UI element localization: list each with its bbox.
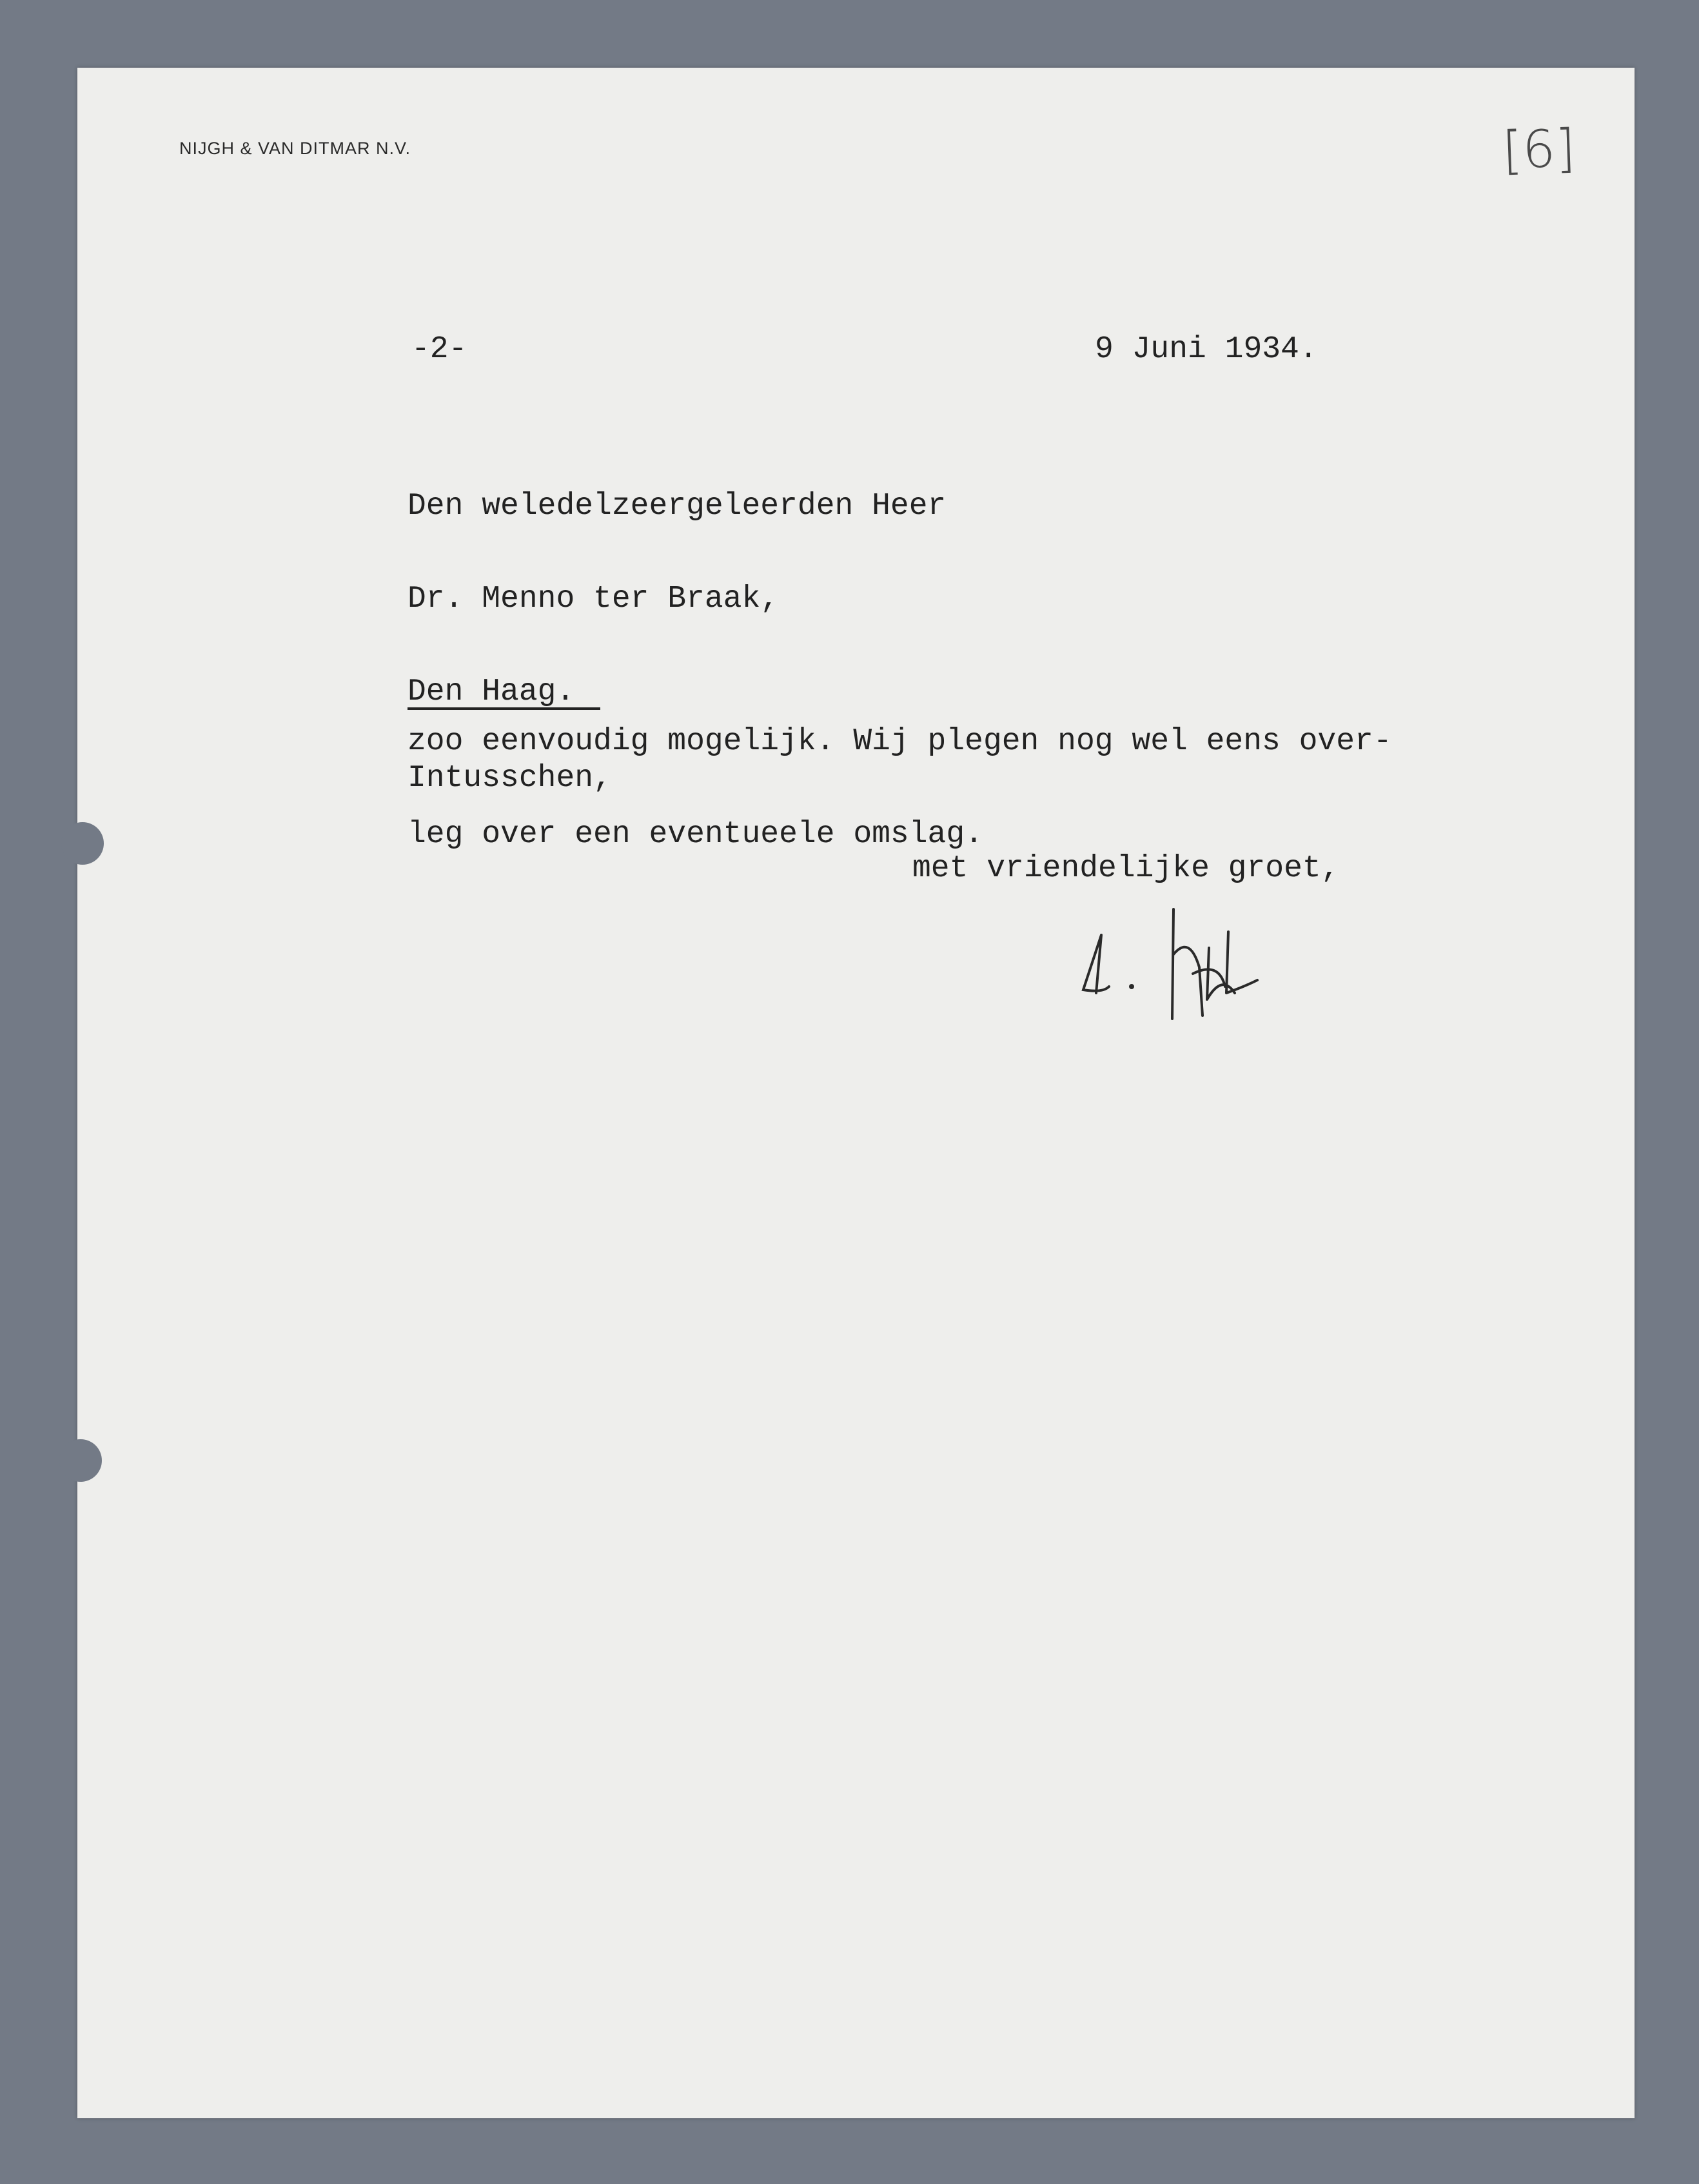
recipient-line-title: Den weledelzeergeleerden Heer [408,489,947,524]
body-line-1: zoo eenvoudig mogelijk. Wij plegen nog wel eens over- [408,724,1392,759]
body-line-2: leg over een eventueele omslag. [408,817,983,852]
letter-date: 9 Juni 1934. [1095,332,1318,367]
signature [1070,896,1328,1025]
closing-greeting: met vriendelijke groet, [912,851,1340,886]
recipient-line-name: Dr. Menno ter Braak, [408,582,780,616]
salutation: Intusschen, [408,761,612,796]
punch-hole [61,822,104,865]
archive-number: [6] [1501,118,1576,181]
letter-page [77,68,1635,2118]
letterhead: NIJGH & VAN DITMAR N.V. [179,139,411,158]
recipient-city: Den Haag. [408,676,600,710]
punch-hole [59,1439,102,1482]
page-number: -2- [411,332,467,367]
